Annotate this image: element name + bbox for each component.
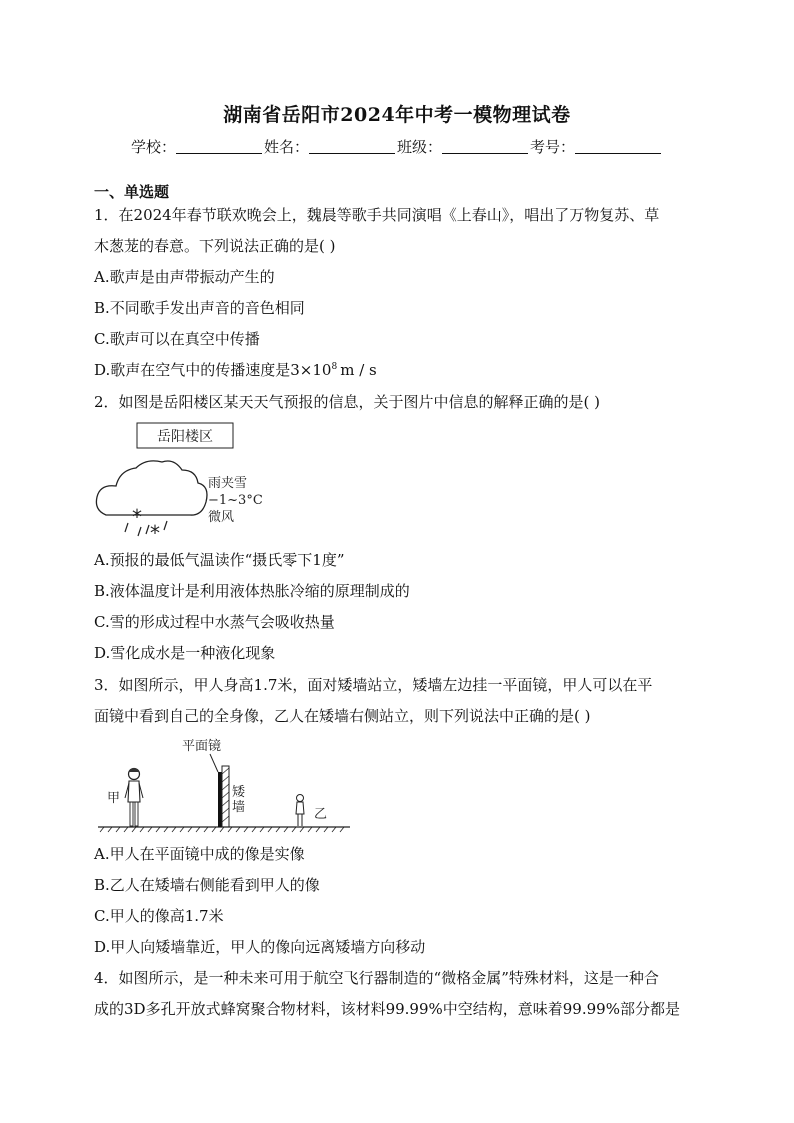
mirror-pointer bbox=[210, 754, 218, 772]
mirror-wall-figure bbox=[94, 736, 354, 836]
number-blank[interactable] bbox=[575, 139, 661, 154]
ground-hatching bbox=[100, 827, 344, 832]
snowflake-icon: * bbox=[150, 521, 160, 544]
class-blank[interactable] bbox=[442, 139, 528, 154]
wall-hatching bbox=[222, 768, 229, 822]
q1-stem-line2: 木葱茏的春意。下列说法正确的是( ) bbox=[94, 237, 336, 255]
rain-drop-icon bbox=[125, 523, 128, 532]
short-wall bbox=[222, 766, 229, 827]
q1-option-d-text: D.歌声在空气中的传播速度是3×10 bbox=[94, 361, 332, 379]
q3-stem-line2: 面镜中看到自己的全身像，乙人在矮墙右侧站立，则下列说法中正确的是( ) bbox=[94, 707, 591, 725]
wall-label-2: 墙 bbox=[232, 800, 246, 815]
q3-option-d: D.甲人向矮墙靠近，甲人的像向远离矮墙方向移动 bbox=[94, 938, 426, 956]
plane-mirror bbox=[218, 772, 222, 827]
wall-label-1: 矮 bbox=[232, 785, 246, 800]
section-title-single-choice: 一、单选题 bbox=[94, 183, 170, 201]
q1-option-d bbox=[94, 360, 700, 380]
q1-option-b: B.不同歌手发出声音的音色相同 bbox=[94, 299, 305, 317]
q4-stem-line1: 4．如图所示，是一种未来可用于航空飞行器制造的“微格金属”特殊材料，这是一种合 bbox=[94, 969, 659, 987]
q1-option-a: A.歌声是由声带振动产生的 bbox=[94, 268, 275, 286]
q2-option-a: A.预报的最低气温读作“摄氏零下1度” bbox=[94, 551, 345, 569]
location-label: 岳阳楼区 bbox=[157, 429, 213, 445]
q4-stem-line2: 成的3D多孔开放式蜂窝聚合物材料，该材料99.99%中空结构，意味着99.99%部分都是 bbox=[94, 1000, 680, 1018]
name-label: 姓名： bbox=[263, 138, 309, 156]
wind-label: 微风 bbox=[208, 510, 235, 525]
q2-option-d: D.雪化成水是一种液化现象 bbox=[94, 644, 276, 662]
person-b-icon bbox=[296, 795, 304, 827]
q2-option-b: B.液体温度计是利用液体热胀冷缩的原理制成的 bbox=[94, 582, 410, 600]
q1-option-d-exponent: 8 bbox=[331, 362, 338, 372]
rain-drop-icon bbox=[146, 525, 149, 534]
rain-drop-icon bbox=[164, 521, 167, 530]
q1-option-d-unit: m / s bbox=[340, 361, 377, 379]
q3-stem-line1: 3．如图所示，甲人身高1.7米，面对矮墙站立，矮墙左边挂一平面镜，甲人可以在平 bbox=[94, 676, 653, 694]
cloud-icon bbox=[96, 461, 207, 515]
school-label: 学校： bbox=[130, 138, 176, 156]
weather-label: 雨夹雪 bbox=[208, 476, 248, 491]
student-info-row bbox=[0, 136, 794, 157]
q3-option-a: A.甲人在平面镜中成的像是实像 bbox=[94, 845, 305, 863]
class-label: 班级： bbox=[397, 138, 443, 156]
weather-forecast-figure bbox=[94, 420, 294, 544]
q3-option-c: C.甲人的像高1.7米 bbox=[94, 907, 224, 925]
person-b-label: 乙 bbox=[314, 807, 328, 822]
name-blank[interactable] bbox=[309, 139, 395, 154]
q3-option-b: B.乙人在矮墙右侧能看到甲人的像 bbox=[94, 876, 320, 894]
q2-stem: 2．如图是岳阳楼区某天天气预报的信息，关于图片中信息的解释正确的是( ) bbox=[94, 393, 601, 411]
person-a-icon bbox=[125, 768, 143, 826]
school-blank[interactable] bbox=[176, 139, 262, 154]
number-label: 考号： bbox=[530, 138, 576, 156]
exam-title: 湖南省岳阳市2024年中考一模物理试卷 bbox=[223, 104, 571, 126]
q1-stem-line1: 1．在2024年春节联欢晚会上，魏晨等歌手共同演唱《上春山》，唱出了万物复苏、草 bbox=[94, 206, 660, 224]
person-a-label: 甲 bbox=[107, 791, 121, 806]
q2-option-c: C.雪的形成过程中水蒸气会吸收热量 bbox=[94, 613, 335, 631]
temperature-label: −1~3°C bbox=[208, 493, 263, 508]
snowflake-icon: * bbox=[132, 505, 142, 529]
mirror-label: 平面镜 bbox=[182, 739, 222, 754]
q1-option-c: C.歌声可以在真空中传播 bbox=[94, 330, 260, 348]
